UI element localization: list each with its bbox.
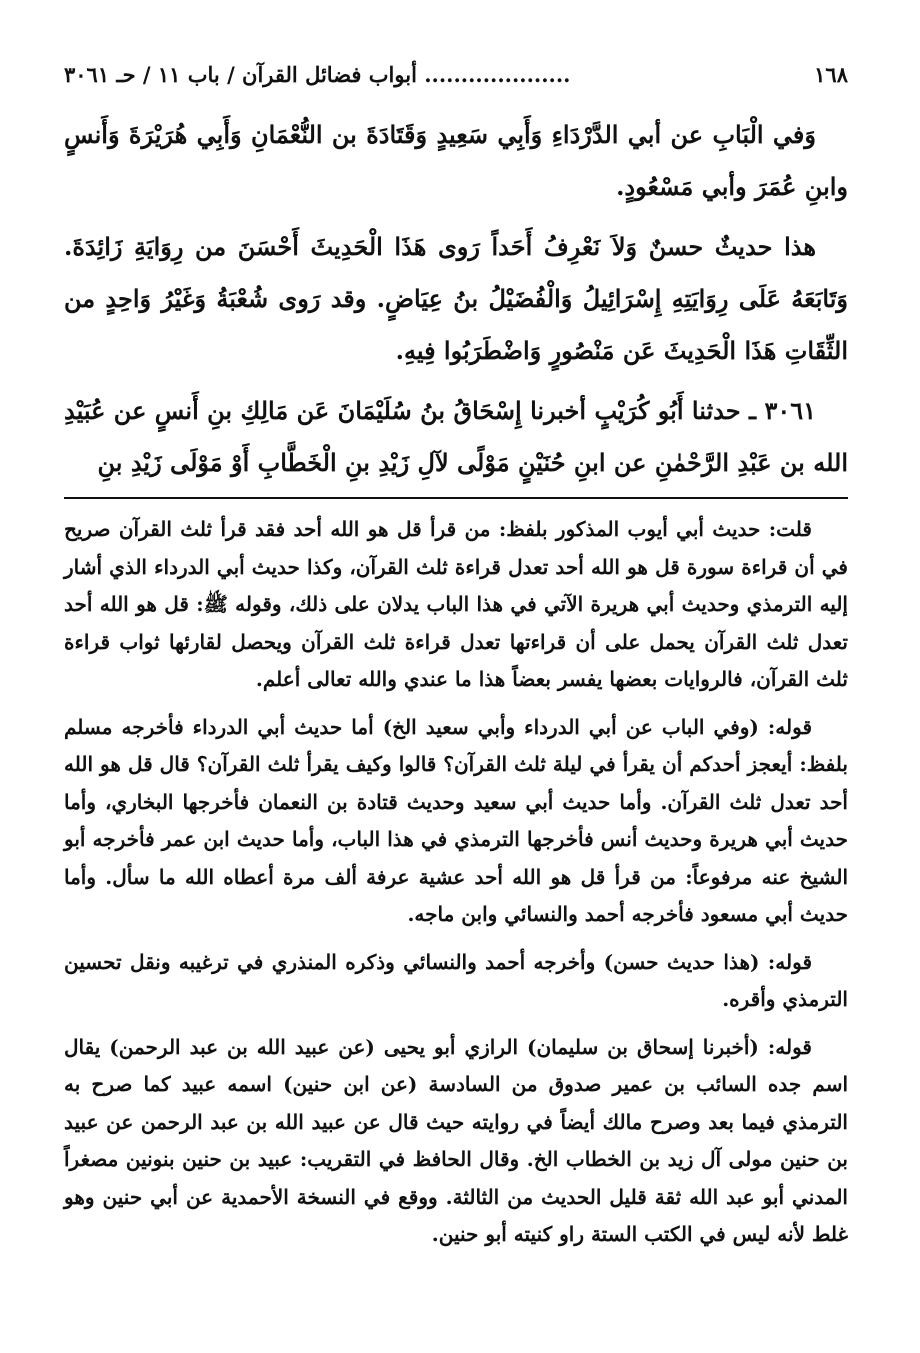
- footnote-divider: [64, 497, 848, 499]
- commentary-quote: (عن عبيد الله بن عبد الرحمن): [109, 1034, 375, 1059]
- commentary-body: يقال اسم جده السائب بن عمير صدوق من السادسة: [64, 1034, 849, 1096]
- main-text: [64, 109, 848, 489]
- hadith-number: ٣٠٦١: [764, 396, 816, 425]
- commentary-quote: (هذا حديث حسن): [603, 949, 760, 974]
- commentary-body: أما حديث أبي الدرداء فأخرجه مسلم بلفظ: أيعجز أحدكم أن يقرأ في ليلة ثلث القرآن؟ قالوا وكيف يقرأ ثلث القرآن؟ قال قل هو الله أحد تعدل ثلث القرآن. وأما حديث أبي سعيد وحديث قتادة بن النعمان فأخرجها البخاري، وأما حديث أبي هريرة وحديث أنس فأخرجها الترمذي في هذا الباب، وأما حديث ابن عمر فأخرجه أبو الشيخ عنه مرفوعاً: من قرأ قل هو الله أحد عشية عرفة ألف مرة أعطاه الله ما سأل. وأما حديث أبي مسعود فأخرجه أحمد والنسائي وابن ماجه.: [64, 714, 848, 926]
- page-header: [64, 62, 848, 87]
- hadith-text: ـ حدثنا أَبُو كُرَيْبٍ أخبرنا إِسْحَاقُ بنُ سُلَيْمَانَ عَن مَالِكِ بنِ أَنسٍ عن عُبَيْدِ الله بن عَبْدِ الرَّحْمٰنِ عن ابنِ حُنَيْنٍ مَوْلًى لآلِ زَيْدِ بنِ الْخَطَّابِ أَوْ مَوْلَى زَيْدِ بنِ: [64, 396, 848, 477]
- running-title-group: [64, 62, 570, 87]
- commentary-paragraph-4: [64, 1029, 848, 1254]
- main-paragraph-1: وَفي الْبَابِ عن أبي الدَّرْدَاءِ وَأَبِي سَعِيدٍ وَقَتَادَةَ بن النُّعْمَانِ وَأَبِي هُرَيْرَةَ وَأَنسٍ وابنِ عُمَرَ وأبي مَسْعُودٍ.: [64, 120, 848, 201]
- page-number: ١٦٨: [814, 62, 848, 87]
- commentary-quote: (أخبرنا إسحاق بن سليمان): [527, 1034, 759, 1059]
- commentary-intro: قوله:: [767, 714, 812, 739]
- commentary-body: وأخرجه أحمد والنسائي وذكره المنذري في ترغيبه ونقل تحسين الترمذي وأقره.: [64, 949, 848, 1011]
- commentary-intro: قوله:: [767, 949, 812, 974]
- commentary-quote: (وفي الباب عن أبي الدرداء وأبي سعيد الخ): [382, 714, 759, 739]
- commentary-body: اسمه عبيد كما صرح به الترمذي فيما بعد وصرح مالك أيضاً في روايته حيث قال عن عبيد الله بن عبد الرحمن عن عبيد بن حنين مولى آل زيد بن الخطاب الخ. وقال الحافظ في التقريب: عبيد بن حنين بنونين مصغراً المدني أبو عبد الله ثقة قليل الحديث من الثالثة. ووقع في النسخة الأحمدية عن أبي حنين وهو غلط لأنه ليس في الكتب الستة راو كنيته أبو حنين.: [64, 1072, 848, 1246]
- commentary-body: الرازي أبو يحيى: [383, 1034, 519, 1059]
- commentary-intro: قوله:: [767, 1034, 812, 1059]
- commentary-section: [64, 511, 848, 1254]
- commentary-paragraph-3: [64, 944, 848, 1019]
- main-paragraph-3: [64, 385, 848, 489]
- main-paragraph-2: هذا حديثٌ حسنٌ وَلاَ نَعْرِفُ أَحَداً رَوى هَذَا الْحَدِيثَ أَحْسَنَ من رِوَايَةِ زَائِدَةَ. وَتَابَعَهُ عَلَى رِوَايَتِهِ إِسْرَائِيلُ وَالْفُضَيْلُ بنُ عِيَاضٍ. وقد رَوى شُعْبَةُ وَغَيْرُ وَاحِدٍ من الثِّقَاتِ هَذَا الْحَدِيثَ عَن مَنْصُورٍ وَاضْطَرَبُوا فِيهِ.: [64, 232, 848, 365]
- commentary-paragraph-1: قلت: حديث أبي أيوب المذكور بلفظ: من قرأ قل هو الله أحد فقد قرأ ثلث القرآن صريح في أن قراءة سورة قل هو الله أحد تعدل قراءة ثلث القرآن، وكذا حديث أبي الدرداء الذي أشار إليه الترمذي وحديث أبي هريرة الآتي في هذا الباب يدلان على ذلك، وقوله ﷺ: قل هو الله أحد تعدل ثلث القرآن يحمل على أن قراءتها تعدل قراءة ثلث القرآن ويحصل لقارئها ثواب قراءة ثلث القرآن، فالروايات بعضها يفسر بعضاً هذا ما عندي والله تعالى أعلم.: [64, 517, 848, 691]
- running-title: أبواب فضائل القرآن / باب ١١ / حـ ٣٠٦١: [64, 62, 417, 87]
- leader-dots: ....................: [424, 62, 571, 87]
- commentary-quote: (عن ابن حنين): [283, 1072, 418, 1096]
- commentary-paragraph-2: [64, 709, 848, 934]
